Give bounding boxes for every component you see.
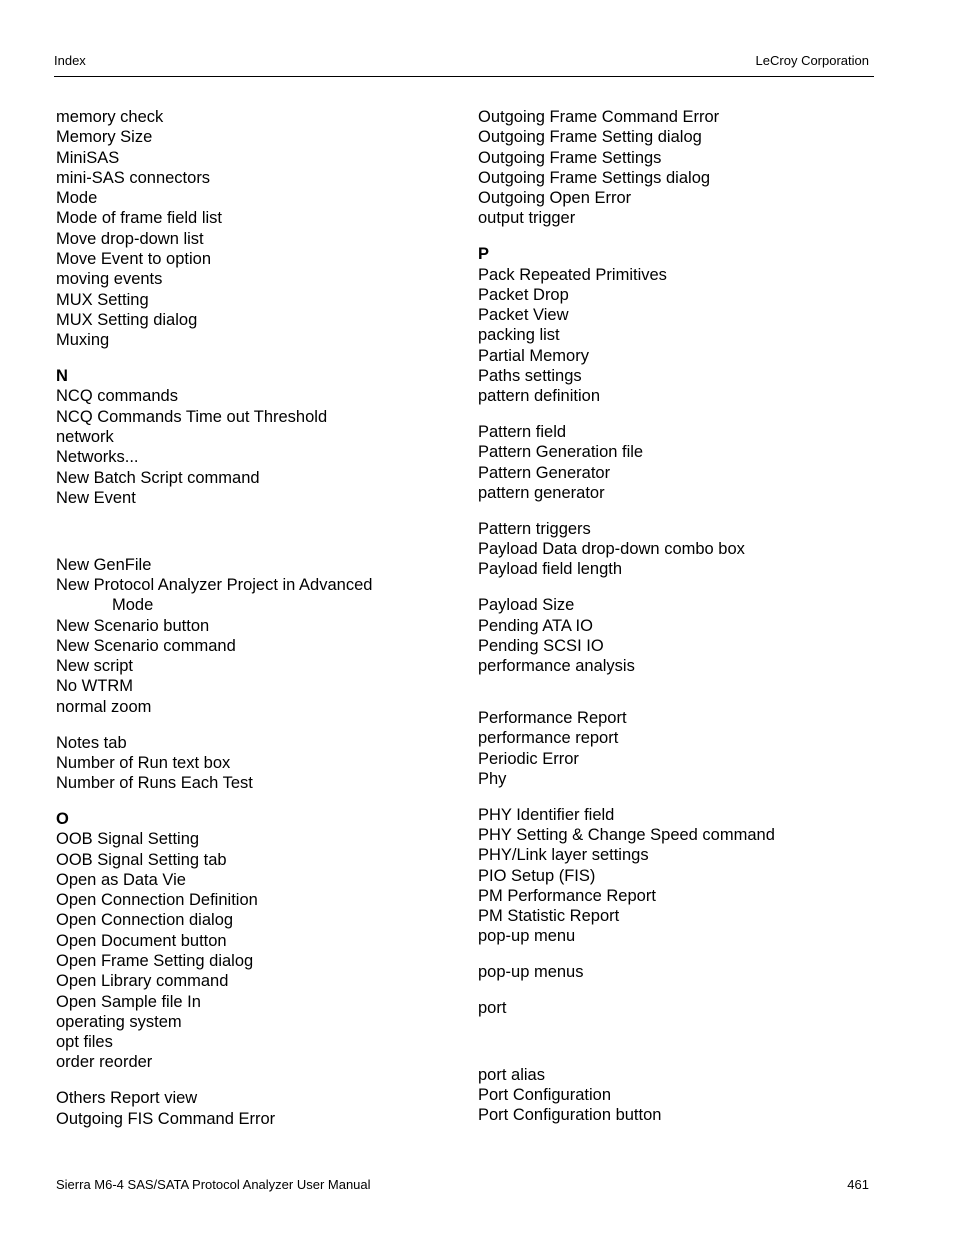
page-number: 461 (847, 1177, 869, 1192)
index-entry: pop-up menus (478, 963, 584, 982)
index-column-right (478, 107, 878, 1126)
index-entry: Number of Run text box (56, 753, 231, 772)
index-entry: Notes tab (56, 733, 127, 752)
index-entry: pattern definition (478, 387, 601, 406)
index-entry: performance report (478, 729, 619, 748)
index-entry: moving events (56, 270, 163, 289)
index-entry: Outgoing Frame Command Error (478, 108, 720, 126)
index-entry: operating system (56, 1012, 182, 1031)
index-entry: Move Event to option (56, 250, 212, 269)
index-entry: NCQ commands (56, 387, 178, 406)
index-entry: New script (56, 657, 134, 676)
index-entry: Packet Drop (478, 285, 569, 304)
index-entry: Outgoing Frame Settings dialog (478, 168, 711, 187)
index-entry: Pattern Generator (478, 463, 611, 482)
index-entry-continuation: Mode (112, 596, 154, 615)
index-entry: MiniSAS (56, 148, 120, 167)
index-entry: New Event (56, 488, 136, 507)
index-entry: Networks... (56, 448, 139, 467)
index-entry: Open Document button (56, 931, 227, 950)
index-entry: Periodic Error (478, 749, 579, 768)
index-entry: Outgoing Frame Setting dialog (478, 128, 702, 147)
index-entry: pop-up menu (478, 927, 576, 946)
index-entry: pattern generator (478, 484, 605, 503)
index-entry: normal zoom (56, 697, 152, 716)
index-entry: Mode of frame field list (56, 209, 222, 228)
index-entry: No WTRM (56, 677, 133, 696)
index-entry: Payload Data drop-down combo box (478, 540, 745, 559)
index-column-left (56, 107, 456, 1129)
index-entry: Outgoing Frame Settings (478, 148, 662, 167)
index-entry: PIO Setup (FIS) (478, 866, 596, 885)
index-entry: Pending SCSI IO (478, 636, 604, 655)
index-entry: Pattern triggers (478, 519, 591, 538)
index-entry: Paths settings (478, 367, 582, 386)
index-entry: Pack Repeated Primitives (478, 265, 667, 284)
index-entry: NCQ Commands Time out Threshold (56, 407, 328, 426)
index-entry: Payload field length (478, 560, 623, 579)
index-entry: MUX Setting (56, 290, 149, 309)
index-letter-heading: O (56, 809, 69, 828)
index-entry: PHY/Link layer settings (478, 846, 649, 865)
index-entry: Outgoing FIS Command Error (56, 1109, 276, 1128)
index-entry: Port Configuration button (478, 1106, 662, 1125)
index-entry: Pattern field (478, 423, 567, 442)
index-entry: PM Statistic Report (478, 907, 620, 926)
index-entry: Phy (478, 769, 507, 788)
index-entry: Outgoing Open Error (478, 189, 632, 208)
index-entry: output trigger (478, 209, 576, 228)
index-entry: Packet View (478, 306, 569, 325)
index-entry: Port Configuration (478, 1086, 611, 1105)
footer-manual-title: Sierra M6-4 SAS/SATA Protocol Analyzer User Manual (56, 1177, 371, 1192)
index-entry: Number of Runs Each Test (56, 774, 253, 793)
index-entry: Memory Size (56, 128, 153, 147)
index-entry: PHY Identifier field (478, 805, 615, 824)
index-entry: OOB Signal Setting tab (56, 850, 227, 869)
header-section: Index (54, 53, 86, 68)
index-entry: MUX Setting dialog (56, 310, 198, 329)
index-letter-heading: P (478, 245, 490, 264)
index-entry: Others Report view (56, 1089, 198, 1108)
index-entry: Open Connection dialog (56, 911, 234, 930)
index-entry: mini-SAS connectors (56, 168, 211, 187)
index-entry: Payload Size (478, 596, 575, 615)
index-letter-heading: N (56, 367, 68, 386)
index-entry: New Scenario command (56, 636, 236, 655)
index-entry: network (56, 427, 114, 446)
index-entry: port alias (478, 1065, 545, 1084)
index-entry: PM Performance Report (478, 886, 656, 905)
index-entry: order reorder (56, 1053, 153, 1072)
index-entry: Move drop-down list (56, 229, 204, 248)
index-entry: Performance Report (478, 708, 627, 727)
index-entry: Open as Data Vie (56, 870, 186, 889)
index-entry: Open Library command (56, 972, 229, 991)
index-entry: Open Connection Definition (56, 891, 258, 910)
header-company: LeCroy Corporation (755, 53, 869, 68)
index-entry: Muxing (56, 331, 110, 350)
index-entry: New Batch Script command (56, 468, 260, 487)
index-entry: memory check (56, 108, 164, 126)
index-entry: New Protocol Analyzer Project in Advanced (56, 575, 373, 594)
index-entry: Open Frame Setting dialog (56, 951, 254, 970)
index-entry: New GenFile (56, 555, 152, 574)
index-entry: Pattern Generation file (478, 443, 644, 462)
index-entry: PHY Setting & Change Speed command (478, 825, 775, 844)
index-entry: OOB Signal Setting (56, 830, 200, 849)
index-entry: opt files (56, 1033, 113, 1052)
index-entry: Open Sample file In (56, 992, 201, 1011)
index-entry: port (478, 998, 507, 1017)
index-entry: packing list (478, 326, 560, 345)
index-entry: Pending ATA IO (478, 616, 593, 635)
index-entry: performance analysis (478, 657, 635, 676)
index-entry: Partial Memory (478, 346, 589, 365)
index-entry: New Scenario button (56, 616, 210, 635)
page-header (54, 52, 874, 77)
index-entry: Mode (56, 189, 98, 208)
